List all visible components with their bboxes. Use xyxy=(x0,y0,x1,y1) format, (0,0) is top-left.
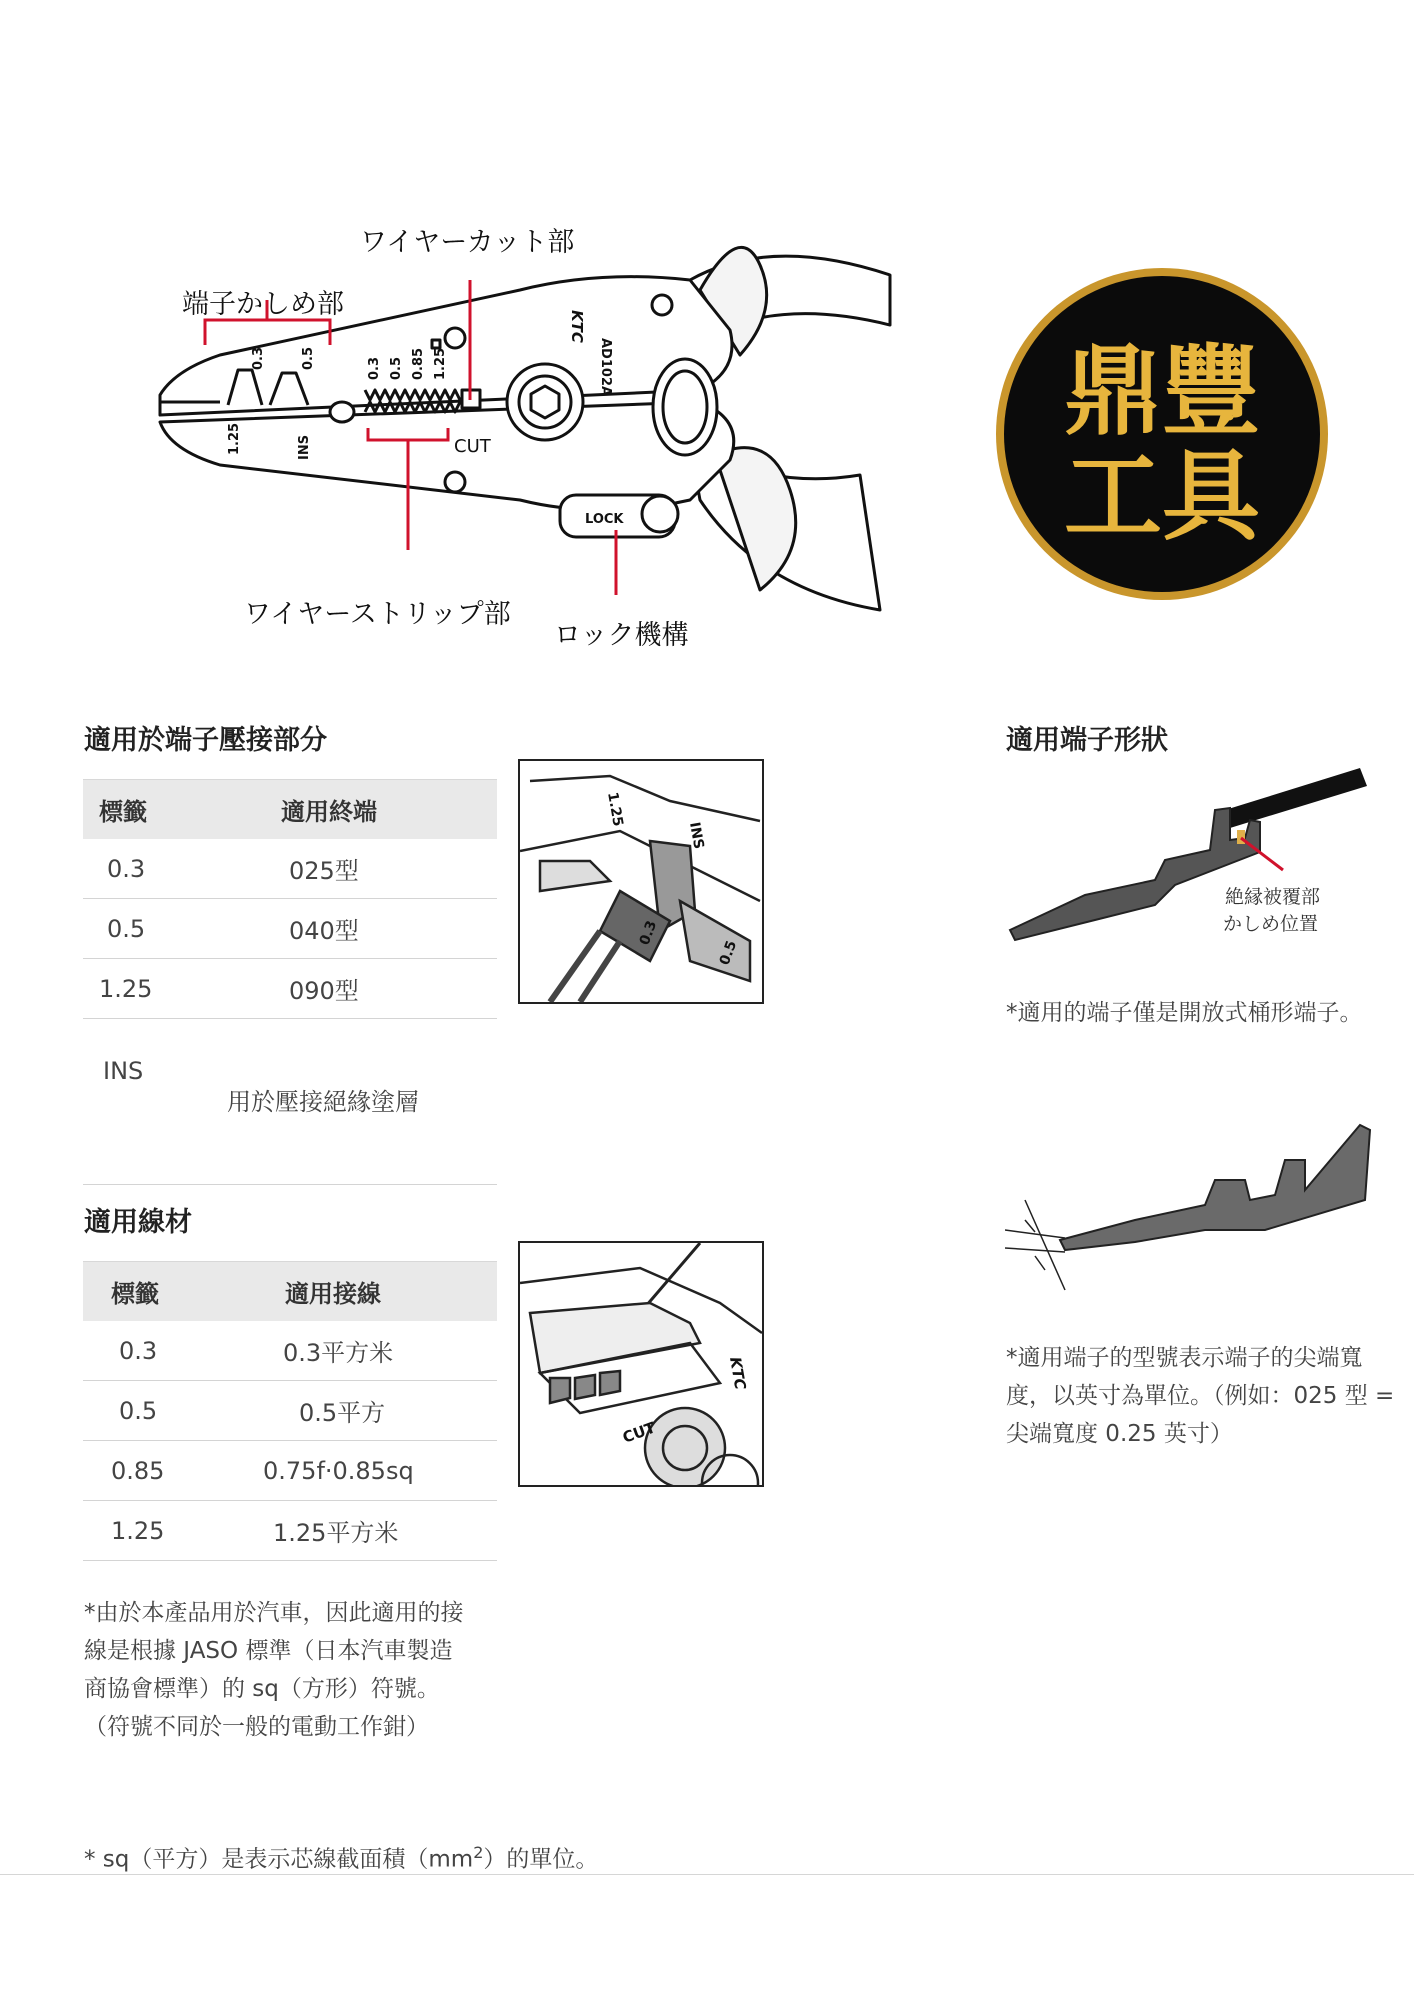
photo-mark-ins: INS xyxy=(686,820,707,851)
mark-lock: LOCK xyxy=(585,512,624,527)
table-row xyxy=(83,1441,497,1501)
footnote-sup: 2 xyxy=(473,1843,484,1862)
row-value: 0.75f·0.85sq xyxy=(263,1441,477,1501)
row-label: 0.3 xyxy=(83,839,271,899)
row-label: 0.5 xyxy=(83,899,271,959)
row-value: 025型 xyxy=(271,839,497,899)
bottom-divider xyxy=(0,1874,1414,1875)
row-label: 1.25 xyxy=(83,1501,283,1561)
mark-ins: INS xyxy=(297,434,312,460)
table-row xyxy=(83,1321,497,1381)
table-row xyxy=(83,1019,497,1185)
wire-table xyxy=(83,1261,497,1561)
footnote-end: ）的單位。 xyxy=(483,1846,599,1873)
table-row xyxy=(83,959,497,1019)
footnote xyxy=(84,1834,598,1879)
footnote-text: * sq（平方）是表示芯線截面積（mm xyxy=(84,1846,474,1873)
row-value: 090型 xyxy=(271,959,497,1019)
label-strip: ワイヤーストリップ部 xyxy=(244,599,511,630)
mark-cut: CUT xyxy=(454,436,491,457)
plier-drawing xyxy=(0,190,900,660)
row-value: 040型 xyxy=(271,899,497,959)
mark-strip-1-25: 1.25 xyxy=(433,347,448,380)
mark-1-25: 1.25 xyxy=(227,422,242,455)
table-row xyxy=(83,899,497,959)
row-label: 0.85 xyxy=(83,1441,283,1501)
shape-section-title: 適用端子形狀 xyxy=(1006,725,1168,756)
row-label: 0.5 xyxy=(83,1381,283,1441)
photo-mark-ktc: KTC xyxy=(726,1355,750,1392)
photo-mark-03: 0.3 xyxy=(636,918,661,948)
shape-callout-line2: かしめ位置 xyxy=(1223,913,1319,935)
mark-strip-0-5: 0.5 xyxy=(389,356,404,380)
table-header xyxy=(83,780,497,840)
row-label: 0.3 xyxy=(83,1321,283,1381)
mark-model: AD102A xyxy=(598,338,613,397)
logo xyxy=(993,265,1331,603)
wire-photo xyxy=(518,1241,764,1487)
terminal-table xyxy=(83,779,497,1185)
mark-brand: KTC xyxy=(568,310,586,343)
photo-mark-cut: CUT xyxy=(620,1418,658,1447)
header-label: 標籤 xyxy=(83,1262,283,1322)
shape-note-2: *適用端子的型號表示端子的尖端寬度，以英寸為單位。（例如：025 型 = 尖端寬度 0.25 英寸） xyxy=(1006,1345,1395,1447)
photo-mark-05: 0.5 xyxy=(716,938,741,968)
wire-note: *由於本產品用於汽車，因此適用的接線是根據 JASO 標準（日本汽車製造商協會標準）的 sq（方形）符號。（符號不同於一般的電動工作鉗） xyxy=(84,1600,464,1740)
table-row xyxy=(83,1501,497,1561)
row-label: INS xyxy=(83,1019,271,1185)
tool-diagram xyxy=(0,190,900,660)
row-value: 0.3平方米 xyxy=(283,1321,497,1381)
table-row xyxy=(83,1381,497,1441)
photo-mark-125: 1.25 xyxy=(604,790,626,828)
terminal-shape-1 xyxy=(1005,760,1375,965)
row-value: 用於壓接絕緣塗層 xyxy=(227,1019,453,1185)
mark-0-3: 0.3 xyxy=(251,346,266,370)
shape-callout-line1: 絶縁被覆部 xyxy=(1225,886,1321,908)
row-label: 1.25 xyxy=(83,959,271,1019)
terminal-shape-2 xyxy=(1005,1110,1375,1310)
label-wire-cut: ワイヤーカット部 xyxy=(360,227,575,258)
wire-section-title: 適用線材 xyxy=(84,1207,192,1238)
terminal-photo xyxy=(518,759,764,1004)
label-crimp: 端子かしめ部 xyxy=(182,289,344,320)
header-value: 適用終端 xyxy=(271,780,497,840)
shape-note-1: *適用的端子僅是開放式桶形端子。 xyxy=(1006,1000,1363,1026)
table-row xyxy=(83,839,497,899)
mark-0-5: 0.5 xyxy=(301,346,316,370)
row-value: 0.5平方 xyxy=(283,1381,497,1441)
row-value: 1.25平方米 xyxy=(273,1501,487,1561)
table-header xyxy=(83,1262,497,1322)
mark-strip-0-85: 0.85 xyxy=(411,347,426,380)
header-value: 適用接線 xyxy=(283,1262,497,1322)
logo-line2: 工具 xyxy=(1063,440,1261,554)
logo-line1: 鼎豐 xyxy=(1063,335,1261,449)
header-label: 標籤 xyxy=(83,780,271,840)
label-lock: ロック機構 xyxy=(554,620,689,651)
mark-strip-0-3: 0.3 xyxy=(367,356,382,380)
terminal-section-title: 適用於端子壓接部分 xyxy=(84,725,327,756)
